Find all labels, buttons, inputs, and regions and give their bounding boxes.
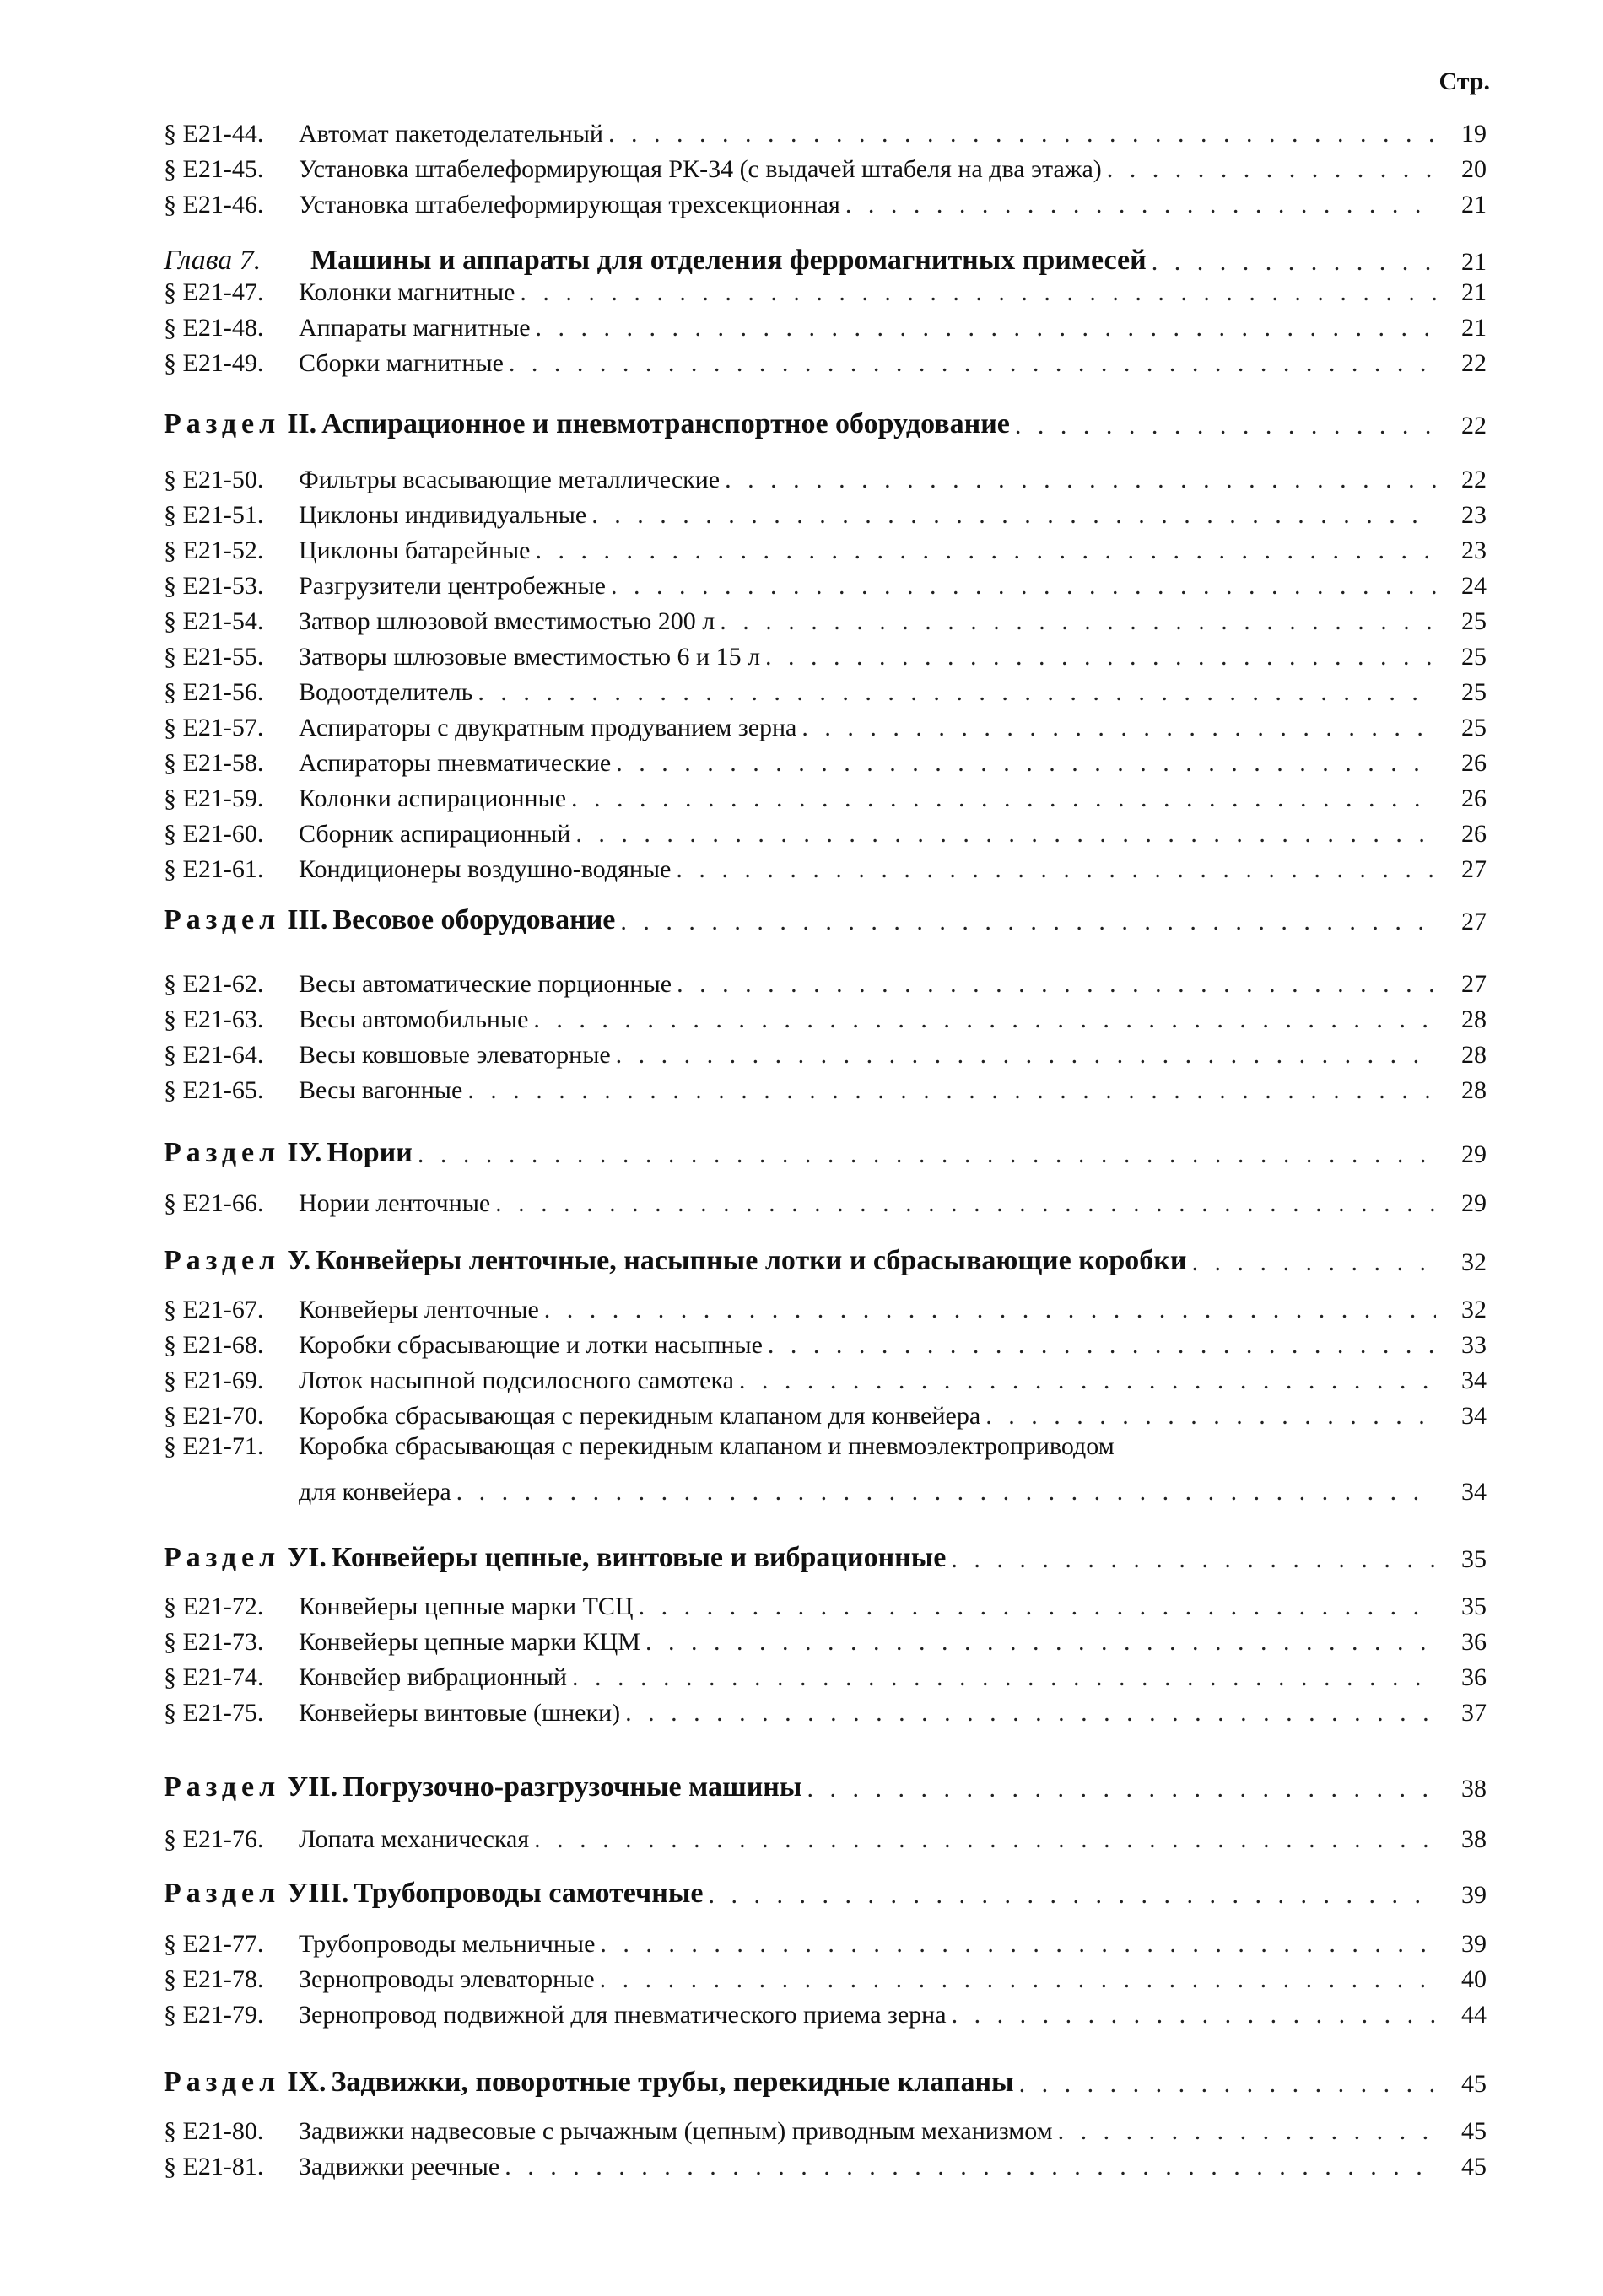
dot-leader: [520, 278, 1436, 307]
entry-title: Водоотделитель: [299, 678, 473, 706]
part-title: Погрузочно-разгрузочные машины: [343, 1771, 802, 1803]
section-number: § E21-69.: [164, 1366, 264, 1394]
part-title: Аспирационное и пневмотранспортное оборудование: [321, 408, 1010, 439]
section-number: § E21-55.: [164, 643, 264, 671]
page-number: 25: [1461, 714, 1487, 741]
entry-title: Конвейеры цепные марки ТСЦ: [299, 1593, 634, 1620]
dot-leader: [677, 970, 1436, 999]
entry-title: Циклоны батарейные: [299, 536, 531, 564]
entry-title: Зернопроводы элеваторные: [299, 1965, 595, 1993]
dot-leader: [1191, 1248, 1436, 1277]
toc-item: [164, 344, 1487, 378]
toc-item: [164, 186, 1487, 219]
part-numeral: II.: [287, 408, 317, 439]
section-number: § E21-52.: [164, 536, 264, 564]
section-number: § E21-54.: [164, 607, 264, 635]
dot-leader: [951, 1545, 1436, 1574]
page-number: 44: [1461, 2001, 1487, 2029]
page-number: 27: [1461, 908, 1487, 935]
dot-leader: [616, 749, 1436, 778]
entry-title: Весы автоматические порционные: [299, 970, 672, 998]
dot-leader: [845, 191, 1436, 219]
entry-title: Установка штабелеформирующая РК-34 (с выдачей штабеля на два этажа): [299, 155, 1102, 183]
dot-leader: [1107, 155, 1436, 184]
page-number: 21: [1461, 278, 1487, 306]
page-number: 38: [1461, 1775, 1487, 1803]
toc-item: [164, 744, 1487, 778]
entry-title: Конвейер вибрационный: [299, 1663, 567, 1691]
toc-item: [164, 1071, 1487, 1105]
page-number: 40: [1461, 1965, 1487, 1993]
section-number: § E21-71.: [164, 1432, 264, 1460]
page-number: 21: [1461, 248, 1487, 276]
page-column-label: Стр.: [1438, 67, 1490, 95]
part-heading: [164, 1535, 1487, 1574]
section-number: § E21-78.: [164, 1965, 264, 1993]
dot-leader: [802, 714, 1436, 742]
section-number: § E21-45.: [164, 155, 264, 183]
section-number: § E21-67.: [164, 1296, 264, 1323]
toc-item: [164, 1623, 1487, 1657]
entry-title: Лоток насыпной подсилосного самотека: [299, 1366, 734, 1394]
part-title: Конвейеры ленточные, насыпные лотки и сбрасывающие коробки: [316, 1245, 1187, 1276]
toc-item: [164, 1694, 1487, 1727]
part-heading: [164, 897, 1487, 936]
dot-leader: [456, 1478, 1436, 1506]
entry-title: Циклоны индивидуальные: [299, 501, 587, 529]
toc-item: [164, 531, 1487, 565]
section-number: § E21-48.: [164, 314, 264, 342]
dot-leader: [418, 1140, 1436, 1169]
section-number: § E21-57.: [164, 714, 264, 741]
page-number: 25: [1461, 607, 1487, 635]
dot-leader: [509, 349, 1436, 378]
page-number: 36: [1461, 1628, 1487, 1656]
page-number: 27: [1461, 970, 1487, 998]
toc-item: [164, 850, 1487, 884]
page-number: 22: [1461, 466, 1487, 493]
page-number: 36: [1461, 1663, 1487, 1691]
page-number: 23: [1461, 501, 1487, 529]
toc-item: [164, 1326, 1487, 1360]
toc-item: [164, 1996, 1487, 2029]
entry-title: Установка штабелеформирующая трехсекционная: [299, 191, 840, 218]
dot-leader: [608, 120, 1436, 148]
toc-item: [164, 1820, 1487, 1854]
page-number: 25: [1461, 643, 1487, 671]
toc-item: [164, 1000, 1487, 1034]
dot-leader: [768, 1331, 1436, 1360]
page-number: 28: [1461, 1041, 1487, 1069]
page-number: 24: [1461, 572, 1487, 600]
page-number: 21: [1461, 314, 1487, 342]
part-label: Раздел: [164, 1137, 281, 1168]
page-number: 35: [1461, 1545, 1487, 1573]
page-number: 26: [1461, 820, 1487, 848]
dot-leader: [1058, 2117, 1436, 2146]
entry-title: Фильтры всасывающие металлические: [299, 466, 721, 493]
dot-leader: [616, 1041, 1436, 1070]
part-title: Трубопроводы самотечные: [354, 1878, 704, 1909]
part-numeral: УIII.: [287, 1878, 349, 1909]
dot-leader: [639, 1593, 1436, 1621]
dot-leader: [765, 643, 1436, 671]
toc-item: [164, 2112, 1487, 2146]
part-numeral: IX.: [287, 2067, 327, 2098]
section-number: § E21-65.: [164, 1076, 264, 1104]
section-number: § E21-68.: [164, 1331, 264, 1359]
section-number: § E21-81.: [164, 2153, 264, 2180]
page-number: 38: [1461, 1825, 1487, 1853]
section-number: § E21-80.: [164, 2117, 264, 2145]
dot-leader: [544, 1296, 1436, 1324]
section-number: § E21-53.: [164, 572, 264, 600]
section-number: § E21-58.: [164, 749, 264, 777]
page-number: 33: [1461, 1331, 1487, 1359]
part-numeral: У.: [287, 1245, 311, 1276]
page-number: 32: [1461, 1248, 1487, 1276]
entry-title: Затворы шлюзовые вместимостью 6 и 15 л: [299, 643, 761, 671]
section-number: § E21-46.: [164, 191, 264, 218]
dot-leader: [534, 1825, 1436, 1854]
part-title: Конвейеры цепные, винтовые и вибрационные: [331, 1542, 947, 1573]
dot-leader: [495, 1189, 1436, 1218]
toc-item: [164, 273, 1487, 307]
toc-item: [164, 1432, 1487, 1506]
section-number: § E21-73.: [164, 1628, 264, 1656]
page-number: 39: [1461, 1930, 1487, 1958]
toc-item: [164, 602, 1487, 636]
dot-leader: [676, 855, 1436, 884]
part-label: Раздел: [164, 2067, 281, 2098]
dot-leader: [739, 1366, 1436, 1395]
section-number: § E21-60.: [164, 820, 264, 848]
part-numeral: УI.: [287, 1542, 327, 1573]
dot-leader: [535, 536, 1436, 565]
toc-item: [164, 673, 1487, 707]
dot-leader: [611, 572, 1436, 601]
toc-item: [164, 815, 1487, 849]
section-number: § E21-51.: [164, 501, 264, 529]
entry-title: Весы автомобильные: [299, 1005, 529, 1033]
toc-item: [164, 779, 1487, 813]
dot-leader: [807, 1775, 1436, 1803]
entry-title: Колонки аспирационные: [299, 784, 567, 812]
page-number: 19: [1461, 120, 1487, 148]
dot-leader: [620, 908, 1436, 936]
entry-title: Затвор шлюзовой вместимостью 200 л: [299, 607, 715, 635]
dot-leader: [985, 1402, 1436, 1431]
page-number: 34: [1461, 1366, 1487, 1394]
section-number: § E21-63.: [164, 1005, 264, 1033]
toc-item: [164, 309, 1487, 342]
entry-title: Задвижки надвесовые с рычажным (цепным) приводным механизмом: [299, 2117, 1053, 2145]
entry-title: Весы вагонные: [299, 1076, 463, 1104]
section-number: § E21-61.: [164, 855, 264, 883]
part-numeral: III.: [287, 904, 328, 935]
part-heading: [164, 402, 1487, 440]
section-number: § E21-72.: [164, 1593, 264, 1620]
dot-leader: [952, 2001, 1436, 2029]
entry-title: Аппараты магнитные: [299, 314, 531, 342]
dot-leader: [533, 1005, 1436, 1034]
toc-item: [164, 2148, 1487, 2181]
part-heading: [164, 1871, 1487, 1910]
section-number: § E21-44.: [164, 120, 264, 148]
section-number: § E21-75.: [164, 1699, 264, 1727]
entry-title: Кондиционеры воздушно-водяные: [299, 855, 672, 883]
page-number: 23: [1461, 536, 1487, 564]
entry-title: Разгрузители центробежные: [299, 572, 606, 600]
page-number: 22: [1461, 349, 1487, 377]
page-number: 29: [1461, 1140, 1487, 1168]
dot-leader: [536, 314, 1436, 342]
toc-item: [164, 115, 1487, 148]
entry-title: Автомат пакетоделательный: [299, 120, 603, 148]
entry-title: Нории ленточные: [299, 1189, 491, 1217]
entry-title: Аспираторы пневматические: [299, 749, 612, 777]
toc-item: [164, 1925, 1487, 1959]
dot-leader: [600, 1930, 1436, 1959]
part-label: Раздел: [164, 904, 281, 935]
dot-leader: [720, 607, 1436, 636]
part-numeral: УII.: [287, 1771, 338, 1803]
page-number: 22: [1461, 412, 1487, 439]
toc-item: [164, 1184, 1487, 1218]
toc-item: [164, 461, 1487, 494]
page-number: 28: [1461, 1076, 1487, 1104]
entry-title: Сборник аспирационный: [299, 820, 571, 848]
toc-item: [164, 709, 1487, 742]
toc-item: [164, 1587, 1487, 1621]
toc-item: [164, 567, 1487, 601]
chapter-heading: [164, 238, 1487, 277]
dot-leader: [645, 1628, 1436, 1657]
entry-title: Сборки магнитные: [299, 349, 504, 377]
page-number: 37: [1461, 1699, 1487, 1727]
toc-item: [164, 1960, 1487, 1994]
entry-title: Конвейеры винтовые (шнеки): [299, 1699, 621, 1727]
dot-leader: [1152, 248, 1436, 277]
dot-leader: [571, 784, 1436, 813]
toc-item: [164, 1291, 1487, 1324]
section-number: § E21-50.: [164, 466, 264, 493]
section-number: § E21-56.: [164, 678, 264, 706]
page-number: 21: [1461, 191, 1487, 218]
entry-title: Весы ковшовые элеваторные: [299, 1041, 611, 1069]
page-number: 45: [1461, 2070, 1487, 2098]
part-heading: [164, 1238, 1487, 1277]
entry-title: Коробка сбрасывающая с перекидным клапаном для конвейера: [299, 1402, 981, 1430]
chapter-title: Машины и аппараты для отделения ферромагнитных примесей: [310, 245, 1147, 276]
page-number: 39: [1461, 1881, 1487, 1909]
toc-item: [164, 1036, 1487, 1070]
entry-title-line2: для конвейера: [299, 1478, 451, 1506]
chapter-label: [164, 245, 310, 277]
dot-leader: [1019, 2070, 1436, 2099]
entry-title: Коробки сбрасывающие и лотки насыпные: [299, 1331, 763, 1359]
toc-item: [164, 965, 1487, 999]
part-label: Раздел: [164, 408, 281, 439]
page-number: 34: [1461, 1402, 1487, 1430]
section-number: § E21-47.: [164, 278, 264, 306]
part-label: Раздел: [164, 1771, 281, 1803]
part-numeral: IУ.: [287, 1137, 322, 1168]
entry-title: Аспираторы с двукратным продуванием зерна: [299, 714, 797, 741]
page-number: 35: [1461, 1593, 1487, 1620]
part-heading: [164, 1765, 1487, 1803]
entry-title: Трубопроводы мельничные: [299, 1930, 596, 1958]
dot-leader: [600, 1965, 1436, 1994]
part-label: Раздел: [164, 1878, 281, 1909]
part-label: Раздел: [164, 1245, 281, 1276]
section-number: § E21-59.: [164, 784, 264, 812]
chapter-label-text: Глава 7.: [164, 245, 262, 276]
toc-item: [164, 150, 1487, 184]
toc-item: [164, 1658, 1487, 1692]
page-number: 25: [1461, 678, 1487, 706]
part-title: Весовое оборудование: [332, 904, 616, 935]
page-number: 45: [1461, 2117, 1487, 2145]
section-number: § E21-62.: [164, 970, 264, 998]
page-number: 20: [1461, 155, 1487, 183]
entry-title: Конвейеры цепные марки КЦМ: [299, 1628, 640, 1656]
part-heading: [164, 1130, 1487, 1169]
page-number: 29: [1461, 1189, 1487, 1217]
section-number: § E21-74.: [164, 1663, 264, 1691]
section-number: § E21-77.: [164, 1930, 264, 1958]
dot-leader: [572, 1663, 1436, 1692]
dot-leader: [467, 1076, 1436, 1105]
page-number: 28: [1461, 1005, 1487, 1033]
part-heading: [164, 2060, 1487, 2099]
toc-item: [164, 496, 1487, 530]
section-number: § E21-70.: [164, 1402, 264, 1430]
dot-leader: [708, 1881, 1436, 1910]
part-title: Нории: [327, 1137, 413, 1168]
section-number: § E21-66.: [164, 1189, 264, 1217]
page-number: 27: [1461, 855, 1487, 883]
entry-title: Лопата механическая: [299, 1825, 530, 1853]
dot-leader: [478, 678, 1436, 707]
entry-title: Конвейеры ленточные: [299, 1296, 539, 1323]
part-title: Задвижки, поворотные трубы, перекидные клапаны: [331, 2067, 1014, 2098]
part-label: Раздел: [164, 1542, 281, 1573]
dot-leader: [591, 501, 1436, 530]
toc-item: [164, 1397, 1487, 1431]
entry-title-continuation: [299, 1469, 1487, 1506]
entry-title: Зернопровод подвижной для пневматического приема зерна: [299, 2001, 947, 2029]
dot-leader: [725, 466, 1436, 494]
section-number: § E21-79.: [164, 2001, 264, 2029]
page-number: 26: [1461, 784, 1487, 812]
section-number: § E21-49.: [164, 349, 264, 377]
page-number: 32: [1461, 1296, 1487, 1323]
toc-item: [164, 1361, 1487, 1395]
section-number: § E21-76.: [164, 1825, 264, 1853]
page-number: 45: [1461, 2153, 1487, 2180]
page-number: 34: [1461, 1478, 1487, 1506]
dot-leader: [625, 1699, 1436, 1727]
dot-leader: [1015, 412, 1436, 440]
dot-leader: [505, 2153, 1436, 2181]
toc-item: [164, 638, 1487, 671]
dot-leader: [575, 820, 1436, 849]
section-number: § E21-64.: [164, 1041, 264, 1069]
entry-title: Колонки магнитные: [299, 278, 515, 306]
entry-title: Задвижки реечные: [299, 2153, 500, 2180]
page-number: 26: [1461, 749, 1487, 777]
entry-title: Коробка сбрасывающая с перекидным клапаном и пневмоэлектроприводом: [299, 1432, 1115, 1460]
